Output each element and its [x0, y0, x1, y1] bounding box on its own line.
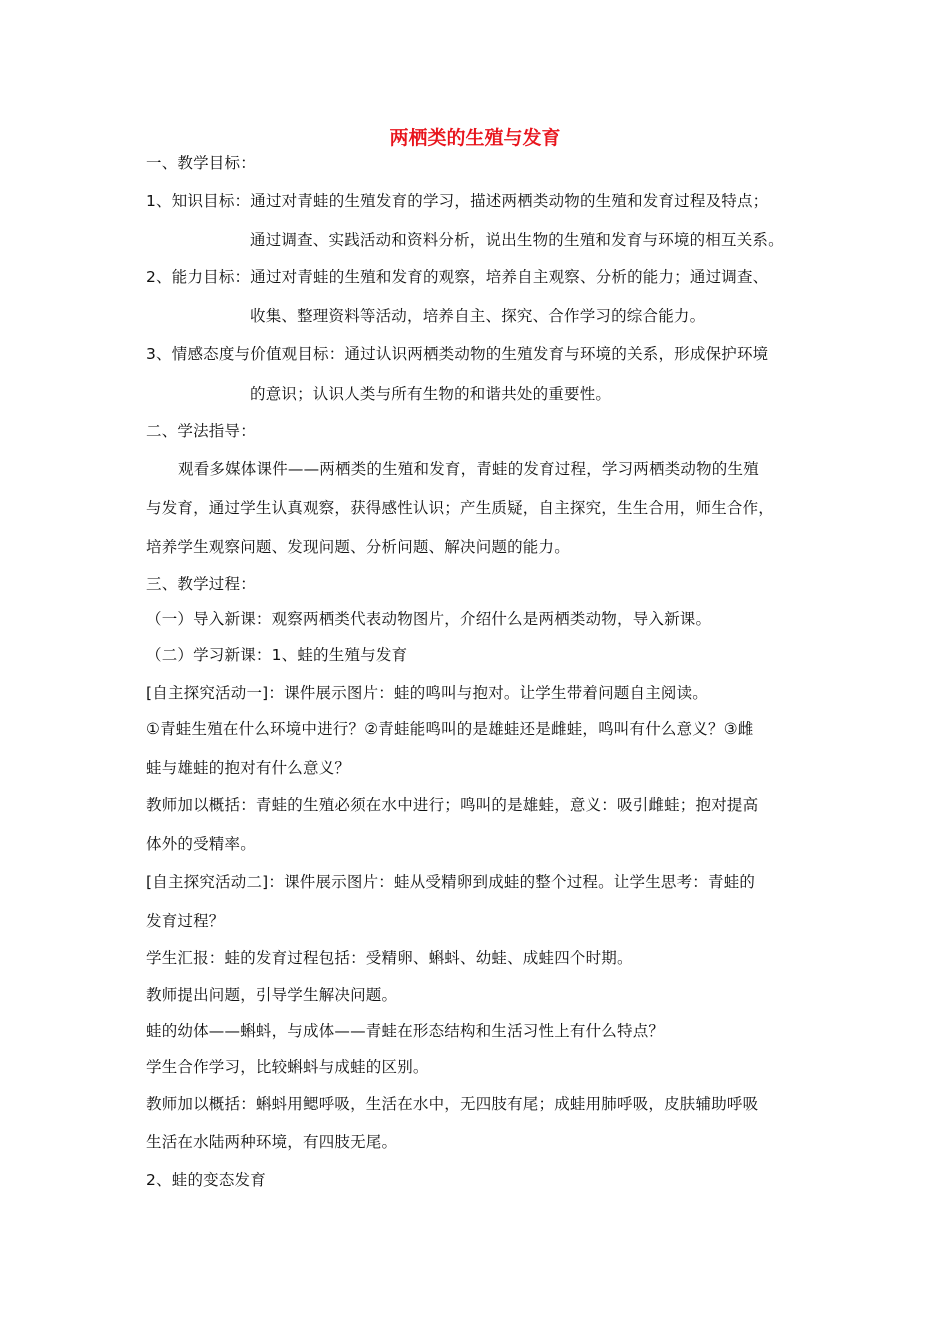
subsection-heading: 2、蛙的变态发育	[146, 1171, 266, 1189]
paragraph-line: 与发育，通过学生认真观察，获得感性认识；产生质疑，自主探究，生生合用，师生合作，	[146, 499, 775, 517]
section-heading-objectives: 一、教学目标：	[146, 154, 256, 172]
paragraph-line: 观看多媒体课件——两栖类的生殖和发育，青蛙的发育过程，学习两栖类动物的生殖	[178, 460, 759, 478]
paragraph-line: 教师加以概括：蝌蚪用鳃呼吸，生活在水中，无四肢有尾；成蛙用肺呼吸，皮肤辅助呼吸	[146, 1095, 759, 1113]
paragraph-line: 2、能力目标：通过对青蛙的生殖和发育的观察，培养自主观察、分析的能力；通过调查、	[146, 268, 769, 286]
section-heading-method: 二、学法指导：	[146, 422, 256, 440]
paragraph-line: 学生合作学习，比较蝌蚪与成蛙的区别。	[146, 1058, 429, 1076]
paragraph-line: （二）学习新课：1、蛙的生殖与发育	[146, 646, 408, 664]
paragraph-line: 生活在水陆两种环境，有四肢无尾。	[146, 1133, 398, 1151]
paragraph-line: 教师提出问题，引导学生解决问题。	[146, 986, 398, 1004]
paragraph-line: 1、知识目标：通过对青蛙的生殖发育的学习，描述两栖类动物的生殖和发育过程及特点；	[146, 192, 769, 210]
paragraph-line: 的意识；认识人类与所有生物的和谐共处的重要性。	[250, 385, 612, 403]
paragraph-line: 蛙与雄蛙的抱对有什么意义？	[146, 759, 351, 777]
section-heading-process: 三、教学过程：	[146, 575, 256, 593]
paragraph-line: 体外的受精率。	[146, 835, 256, 853]
paragraph-line: 通过调查、实践活动和资料分析，说出生物的生殖和发育与环境的相互关系。	[250, 231, 784, 249]
paragraph-line: 收集、整理资料等活动，培养自主、探究、合作学习的综合能力。	[250, 307, 706, 325]
paragraph-line: 教师加以概括：青蛙的生殖必须在水中进行；鸣叫的是雄蛙，意义：吸引雌蛙；抱对提高	[146, 796, 759, 814]
paragraph-line: 培养学生观察问题、发现问题、分析问题、解决问题的能力。	[146, 538, 570, 556]
paragraph-line: 3、情感态度与价值观目标：通过认识两栖类动物的生殖发育与环境的关系，形成保护环境	[146, 345, 769, 363]
paragraph-line: [自主探究活动二]：课件展示图片：蛙从受精卵到成蛙的整个过程。让学生思考：青蛙的	[146, 873, 756, 891]
paragraph-line: 蛙的幼体——蝌蚪，与成体——青蛙在形态结构和生活习性上有什么特点？	[146, 1022, 665, 1040]
paragraph-line: 发育过程？	[146, 912, 225, 930]
paragraph-line: 学生汇报：蛙的发育过程包括：受精卵、蝌蚪、幼蛙、成蛙四个时期。	[146, 949, 633, 967]
document-title: 两栖类的生殖与发育	[389, 127, 561, 149]
paragraph-line: （一）导入新课：观察两栖类代表动物图片，介绍什么是两栖类动物，导入新课。	[146, 610, 712, 628]
paragraph-line: [自主探究活动一]：课件展示图片：蛙的鸣叫与抱对。让学生带着问题自主阅读。	[146, 684, 708, 702]
paragraph-line: ①青蛙生殖在什么环境中进行？②青蛙能鸣叫的是雄蛙还是雌蛙，鸣叫有什么意义？③雌	[146, 720, 754, 738]
